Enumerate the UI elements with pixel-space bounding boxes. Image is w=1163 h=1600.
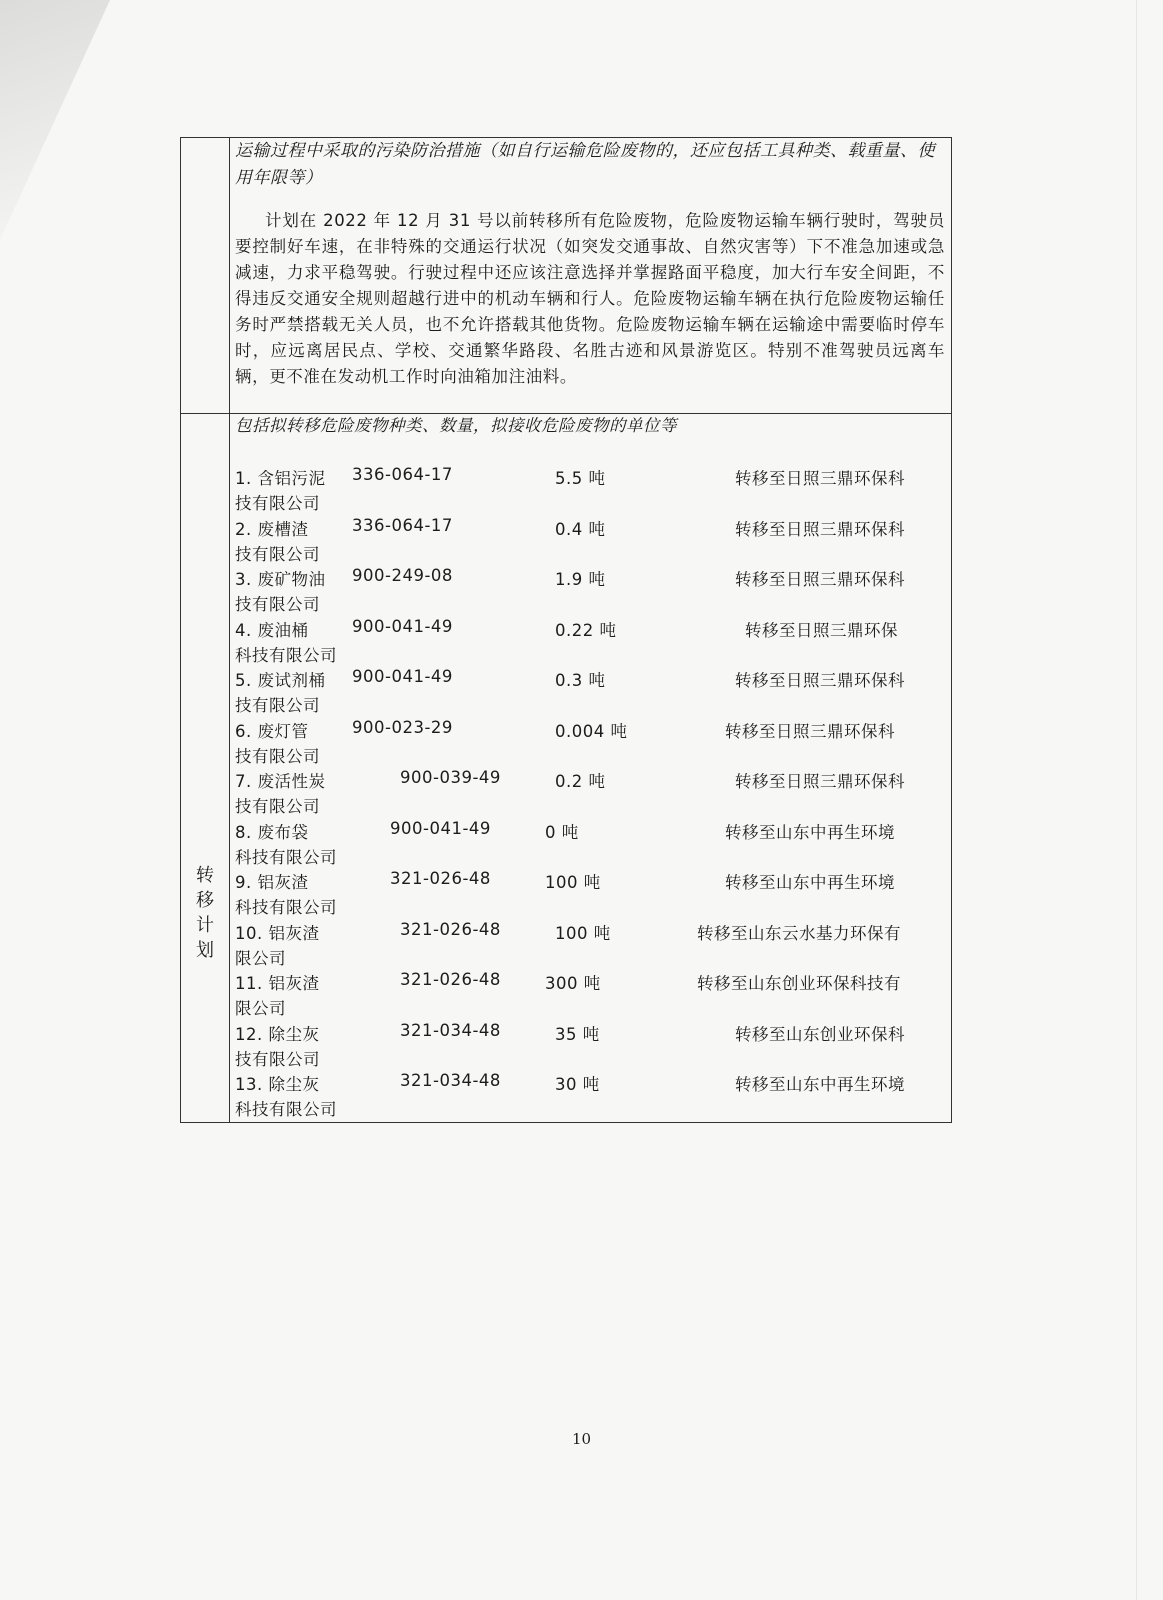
waste-destination: 转移至日照三鼎环保科 <box>735 519 905 539</box>
waste-destination-cont: 技有限公司 <box>235 544 320 564</box>
waste-code: 900-249-08 <box>352 566 453 585</box>
waste-destination: 转移至山东中再生环境 <box>735 1075 905 1094</box>
waste-destination: 转移至山东创业环保科 <box>735 1024 905 1044</box>
waste-quantity: 0.22 吨 <box>555 620 617 640</box>
waste-quantity: 30 吨 <box>555 1075 600 1094</box>
transfer-item-row <box>235 920 945 970</box>
pollution-heading: 运输过程中采取的污染防治措施（如自行运输危险废物的，还应包括工具种类、载重量、使用年限等） <box>235 141 935 188</box>
waste-destination-cont: 科技有限公司 <box>235 847 337 867</box>
waste-destination: 转移至日照三鼎环保科 <box>735 469 905 488</box>
waste-destination-cont: 技有限公司 <box>235 1049 320 1069</box>
waste-quantity: 5.5 吨 <box>555 469 606 488</box>
waste-destination-cont: 科技有限公司 <box>235 645 337 665</box>
pollution-paragraph: 计划在 2022 年 12 月 31 号以前转移所有危险废物，危险废物运输车辆行驶时，驾驶员要控制好车速，在非特殊的交通运行状况（如突发交通事故、自然灾害等）下不准急加速或急减速，力求平稳驾驶。行驶过程中还应该注意选择并掌握路面平稳度，加大行车安全间距，不得违反交通安全规则超越行进中的机动车辆和行人。危险废物运输车辆在执行危险废物运输任务时严禁搭载无关人员，也不允许搭载其他货物。危险废物运输车辆在运输途中需要临时停车时，应远离居民点、学校、交通繁华路段、名胜古迹和风景游览区。特别不准驾驶员远离车辆，更不准在发动机工作时向油箱加注油料。 <box>235 211 945 386</box>
waste-destination: 转移至日照三鼎环保科 <box>735 671 905 690</box>
waste-quantity: 100 吨 <box>545 873 601 892</box>
waste-quantity: 0 吨 <box>545 822 579 842</box>
waste-name: 13. 除尘灰 <box>235 1075 320 1094</box>
waste-name: 6. 废灯管 <box>235 721 309 741</box>
waste-code: 900-041-49 <box>390 818 491 838</box>
waste-code: 900-041-49 <box>352 616 453 636</box>
transfer-item-row <box>235 1071 945 1121</box>
transfer-item-row <box>235 667 945 717</box>
waste-code: 900-039-49 <box>400 768 501 787</box>
waste-destination: 转移至山东中再生环境 <box>725 873 895 892</box>
waste-quantity: 1.9 吨 <box>555 570 606 589</box>
waste-quantity: 300 吨 <box>545 974 601 993</box>
waste-destination: 转移至日照三鼎环保科 <box>735 772 905 791</box>
waste-code: 336-064-17 <box>352 515 453 535</box>
waste-name: 11. 铝灰渣 <box>235 974 320 993</box>
row-label-cell <box>181 138 230 413</box>
transfer-plan-content <box>235 413 945 1122</box>
waste-destination-cont: 技有限公司 <box>235 696 320 715</box>
waste-name: 7. 废活性炭 <box>235 772 326 791</box>
pollution-prevention-row <box>181 138 951 414</box>
waste-quantity: 0.2 吨 <box>555 772 606 791</box>
transfer-item-row <box>235 465 945 515</box>
page-fold-shadow <box>0 0 110 240</box>
waste-code: 321-026-48 <box>400 919 501 939</box>
transfer-item-row <box>235 1021 945 1071</box>
waste-quantity: 100 吨 <box>555 923 611 943</box>
transfer-item-row <box>235 819 945 869</box>
waste-destination: 转移至日照三鼎环保科 <box>735 570 905 589</box>
waste-code: 900-041-49 <box>352 667 453 686</box>
pollution-prevention-content <box>235 138 945 413</box>
waste-destination-cont: 科技有限公司 <box>235 1100 337 1119</box>
waste-name: 3. 废矿物油 <box>235 570 326 589</box>
transfer-item-row <box>235 617 945 667</box>
waste-destination-cont: 技有限公司 <box>235 595 320 614</box>
scan-edge <box>1136 0 1137 1600</box>
transfer-item-row <box>235 970 945 1020</box>
waste-quantity: 35 吨 <box>555 1024 600 1044</box>
waste-name: 5. 废试剂桶 <box>235 671 326 690</box>
transfer-plan-row <box>181 413 951 1122</box>
waste-name: 2. 废槽渣 <box>235 519 309 539</box>
waste-destination-cont: 限公司 <box>235 999 286 1018</box>
transfer-item-row <box>235 566 945 616</box>
waste-code: 321-026-48 <box>400 970 501 989</box>
waste-destination: 转移至日照三鼎环保 <box>745 620 898 640</box>
transfer-item-row <box>235 768 945 818</box>
waste-quantity: 0.004 吨 <box>555 721 628 741</box>
waste-destination: 转移至山东中再生环境 <box>725 822 895 842</box>
transfer-plan-label-cell <box>181 413 230 1122</box>
document-table <box>180 137 952 1123</box>
waste-name: 1. 含铝污泥 <box>235 469 326 488</box>
transfer-plan-label: 转移计划 <box>196 865 214 961</box>
waste-code: 321-026-48 <box>390 869 491 888</box>
waste-name: 8. 废布袋 <box>235 822 309 842</box>
waste-quantity: 0.4 吨 <box>555 519 606 539</box>
waste-code: 321-034-48 <box>400 1071 501 1090</box>
waste-name: 10. 铝灰渣 <box>235 923 320 943</box>
transfer-plan-heading: 包括拟转移危险废物种类、数量，拟接收危险废物的单位等 <box>235 416 677 435</box>
waste-code: 900-023-29 <box>352 717 453 737</box>
waste-code: 336-064-17 <box>352 465 453 484</box>
transfer-item-row <box>235 516 945 566</box>
waste-destination-cont: 技有限公司 <box>235 494 320 513</box>
transfer-item-row <box>235 869 945 919</box>
waste-destination: 转移至山东创业环保科技有 <box>697 974 901 993</box>
waste-name: 4. 废油桶 <box>235 620 309 640</box>
waste-code: 321-034-48 <box>400 1020 501 1040</box>
waste-name: 9. 铝灰渣 <box>235 873 309 892</box>
waste-destination-cont: 技有限公司 <box>235 797 320 816</box>
waste-quantity: 0.3 吨 <box>555 671 606 690</box>
waste-destination-cont: 限公司 <box>235 948 286 968</box>
transfer-item-row <box>235 718 945 768</box>
waste-destination: 转移至山东云水基力环保有 <box>697 923 901 943</box>
waste-destination-cont: 科技有限公司 <box>235 898 337 917</box>
waste-name: 12. 除尘灰 <box>235 1024 320 1044</box>
waste-destination: 转移至日照三鼎环保科 <box>725 721 895 741</box>
waste-destination-cont: 技有限公司 <box>235 746 320 766</box>
page-number: 10 <box>571 1430 592 1448</box>
